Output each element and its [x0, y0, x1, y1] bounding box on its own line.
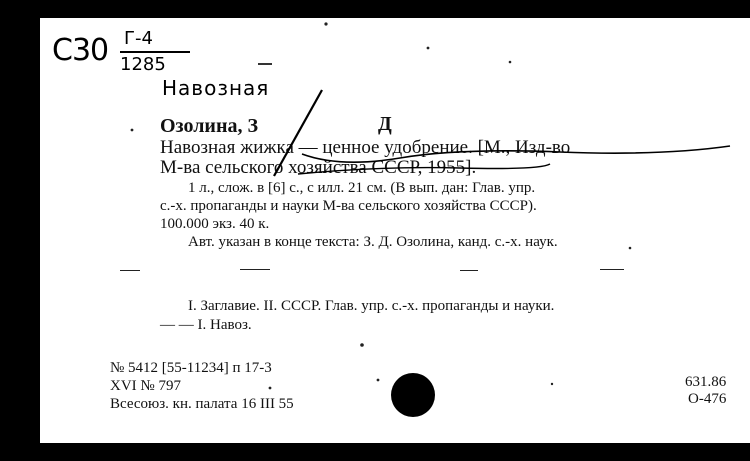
- speck: [324, 22, 327, 25]
- title-line-2: М-ва сельского хозяйства СССР, 1955].: [160, 157, 477, 178]
- handwritten-shelf-mark: С30: [52, 33, 109, 68]
- speck: [427, 47, 430, 50]
- handwritten-fraction-top: Г-4: [124, 28, 153, 49]
- speck: [629, 247, 632, 250]
- handwritten-title-underline: [302, 146, 730, 162]
- speck: [377, 379, 380, 382]
- speck: [269, 387, 272, 390]
- author-initial: Д: [378, 113, 392, 135]
- tracings-line-1: I. Заглавие. II. СССР. Глав. упр. с.-х. пропаганды и науки.: [188, 298, 555, 314]
- footer-line-1: № 5412 [55-11234] п 17-3: [110, 360, 272, 376]
- handwritten-publisher-underline: [298, 164, 550, 174]
- punch-hole: [391, 373, 435, 417]
- handwritten-subject-word: Навозная: [162, 76, 270, 100]
- footer-line-3: Всесоюз. кн. палата 16 III 55: [110, 396, 294, 412]
- speck: [131, 129, 134, 132]
- author-heading: Озолина, З: [160, 115, 259, 137]
- title-line-1: Навозная жижка — ценное удобрение. [М., Изд-во: [160, 137, 571, 158]
- handwritten-fraction-bottom: 1285: [120, 54, 166, 75]
- handwritten-slash: [274, 90, 322, 176]
- collation-line-1: 1 л., слож. в [6] с., с илл. 21 см. (В вып. дан: Глав. упр.: [188, 180, 536, 196]
- author-note: Авт. указан в конце текста: З. Д. Озолина, канд. с.-х. наук.: [188, 234, 558, 250]
- speck: [509, 61, 512, 64]
- classification-code-1: 631.86: [685, 374, 727, 390]
- speck: [551, 383, 553, 385]
- collation-line-2: с.-х. пропаганды и науки М-ва сельского хозяйства СССР).: [160, 198, 537, 214]
- collation-line-3: 100.000 экз. 40 к.: [160, 216, 270, 232]
- speck: [360, 343, 364, 347]
- footer-line-2: XVI № 797: [110, 378, 181, 394]
- tracings-line-2: — — I. Навоз.: [160, 317, 252, 333]
- classification-code-2: О-476: [688, 391, 727, 407]
- card-marks: [40, 18, 750, 443]
- catalog-card: [40, 18, 750, 443]
